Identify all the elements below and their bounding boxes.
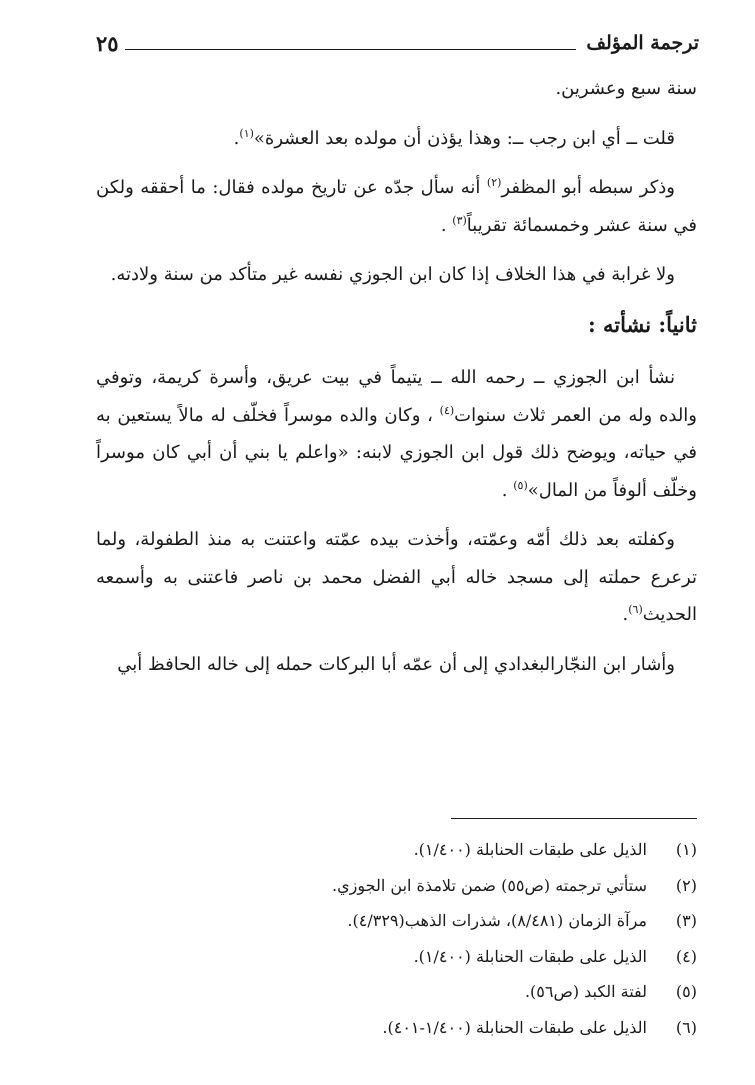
footnote-number: (٦) xyxy=(675,1017,697,1037)
paragraph: سنة سبع وعشرين. xyxy=(555,78,697,99)
chapter-title: ترجمة المؤلف xyxy=(586,32,699,54)
footnote xyxy=(96,903,697,939)
footnote xyxy=(96,1010,697,1046)
footnote-text: لفتة الكبد (ص٥٦). xyxy=(524,982,647,1002)
page-number: ٢٥ xyxy=(96,30,119,56)
paragraph: ولا غرابة في هذا الخلاف إذا كان ابن الجوزي نفسه غير متأكد من سنة ولادته. xyxy=(110,264,675,285)
main-text xyxy=(96,70,697,695)
footnote-number: (٥) xyxy=(675,982,697,1002)
running-header xyxy=(96,28,699,58)
footnote-text: الذيل على طبقات الحنابلة (١/٤٠٠-٤٠١). xyxy=(382,1017,647,1037)
footnote xyxy=(96,868,697,904)
header-rule xyxy=(125,49,577,50)
footnote-ref[interactable]: (١) xyxy=(239,126,254,140)
footnote-number: (٤) xyxy=(675,946,697,966)
paragraph: قلت ــ أي ابن رجب ــ: وهذا يؤذن أن مولده بعد العشرة»$^{(١)}$. xyxy=(233,126,675,149)
footnote-text: الذيل على طبقات الحنابلة (١/٤٠٠). xyxy=(413,840,647,860)
footnote-ref[interactable]: (٥) xyxy=(513,478,528,492)
footnote-text: الذيل على طبقات الحنابلة (١/٤٠٠). xyxy=(413,946,647,966)
footnote xyxy=(96,974,697,1010)
footnote xyxy=(96,939,697,975)
paragraph: وأشار ابن النجّارالبغدادي إلى أن عمّه أبا البركات حمله إلى خاله الحافظ أبي xyxy=(117,653,675,675)
paragraph: وذكر سبطه أبو المظفر$^{(٢)}$ أنه سأل جدّه عن تاريخ مولده فقال: ما أحققه ولكن في سنة عشر وخمسمائة تقريباً$^{(٣)}$ . xyxy=(96,176,697,236)
paragraph: نشأ ابن الجوزي ــ رحمه الله ــ يتيماً في بيت عريق، وأسرة كريمة، وتوفي والده وله من العمر ثلاث سنوات$^{(٤)}$ ، وكان والده موسراً فخلّف له مالاً يستعين به في حياته، ويوضح ذلك قول ابن الجوزي لابنه: «واعلم يا بني أن أبي كان موسراً وخلّف ألوفاً من المال»$^{(٥)}$ . xyxy=(96,367,697,501)
footnote-ref[interactable]: (٦) xyxy=(628,603,643,616)
section-heading: ثانياً: نشأته : xyxy=(587,311,697,337)
footnote-number: (٢) xyxy=(675,875,697,895)
footnote-ref[interactable]: (٣) xyxy=(452,213,467,227)
footnotes xyxy=(96,832,697,1045)
footnote-number: (٣) xyxy=(675,911,697,931)
footnote-ref[interactable]: (٢) xyxy=(486,176,502,189)
footnote xyxy=(96,832,697,868)
footnote-number: (١) xyxy=(675,840,697,860)
footnote-text: ستأتي ترجمته (ص٥٥) ضمن تلامذة ابن الجوزي. xyxy=(332,875,647,895)
paragraph: وكفلته بعد ذلك أمّه وعمّته، وأخذت بيده عمّته واعتنت به منذ الطفولة، ولما ترعرع حملته إلى مسجد خاله أبي الفضل محمد بن ناصر فاعتنى به وأسمعه الحديث$^{(٦)}$. xyxy=(96,529,697,625)
footnote-text: مرآة الزمان (٨/٤٨١)، شذرات الذهب(٤/٣٢٩). xyxy=(347,911,647,931)
footnote-ref[interactable]: (٤) xyxy=(439,403,455,417)
footnote-divider xyxy=(451,818,697,819)
